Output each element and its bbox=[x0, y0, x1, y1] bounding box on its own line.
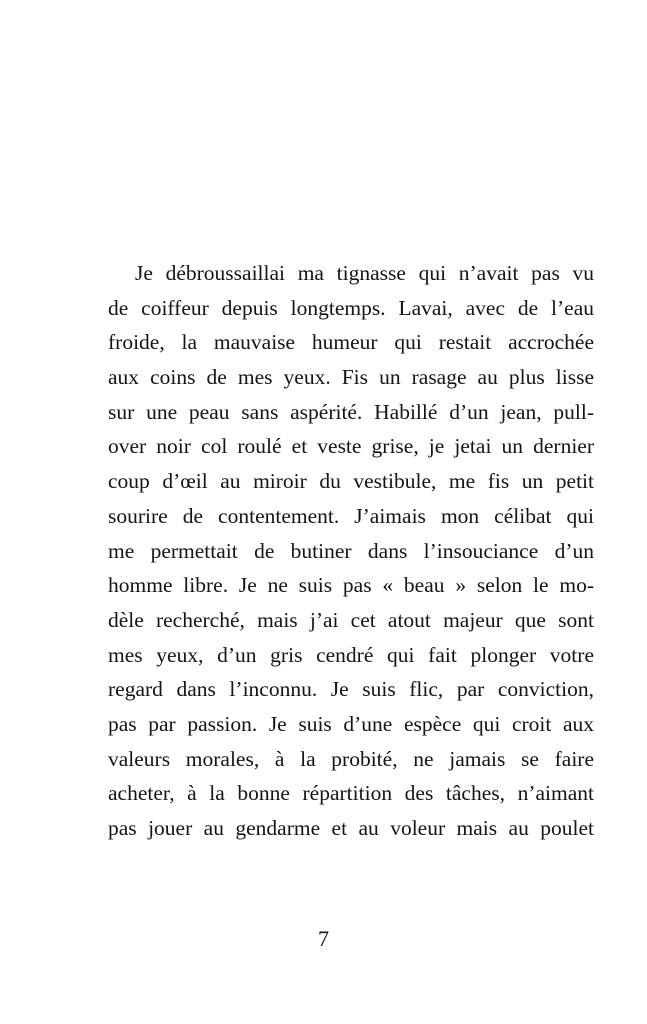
text-line: valeurs morales, à la probité, ne jamais se faire bbox=[108, 746, 594, 771]
text-line: dèle recherché, mais j’ai cet atout majeur que sont bbox=[108, 607, 594, 632]
text-line: coup d’œil au miroir du vestibule, me fis un petit bbox=[108, 469, 594, 494]
text-line: homme libre. Je ne suis pas « beau » selon le mo- bbox=[108, 573, 594, 598]
text-line: sourire de contentement. J’aimais mon célibat qui bbox=[108, 503, 594, 528]
text-line: regard dans l’inconnu. Je suis flic, par conviction, bbox=[108, 677, 594, 702]
text-line: Je débroussaillai ma tignasse qui n’avait pas vu bbox=[135, 261, 594, 285]
text-line: mes yeux, d’un gris cendré qui fait plonger votre bbox=[108, 642, 594, 667]
text-line: pas jouer au gendarme et au voleur mais au poulet bbox=[108, 816, 594, 840]
text-line: sur une peau sans aspérité. Habillé d’un jean, pull- bbox=[108, 399, 594, 424]
text-line: de coiffeur depuis longtemps. Lavai, avec de l’eau bbox=[108, 295, 594, 320]
text-line: me permettait de butiner dans l’insouciance d’un bbox=[108, 538, 594, 563]
page-number: 7 bbox=[318, 926, 329, 951]
text-line: aux coins de mes yeux. Fis un rasage au plus lisse bbox=[108, 365, 594, 390]
text-line: acheter, à la bonne répartition des tâches, n’aimant bbox=[108, 781, 594, 806]
text-line: froide, la mauvaise humeur qui restait accrochée bbox=[108, 330, 594, 355]
text-line: over noir col roulé et veste grise, je jetai un dernier bbox=[108, 434, 594, 459]
text-line: pas par passion. Je suis d’une espèce qui croit aux bbox=[108, 711, 594, 736]
body-paragraph bbox=[108, 256, 594, 846]
